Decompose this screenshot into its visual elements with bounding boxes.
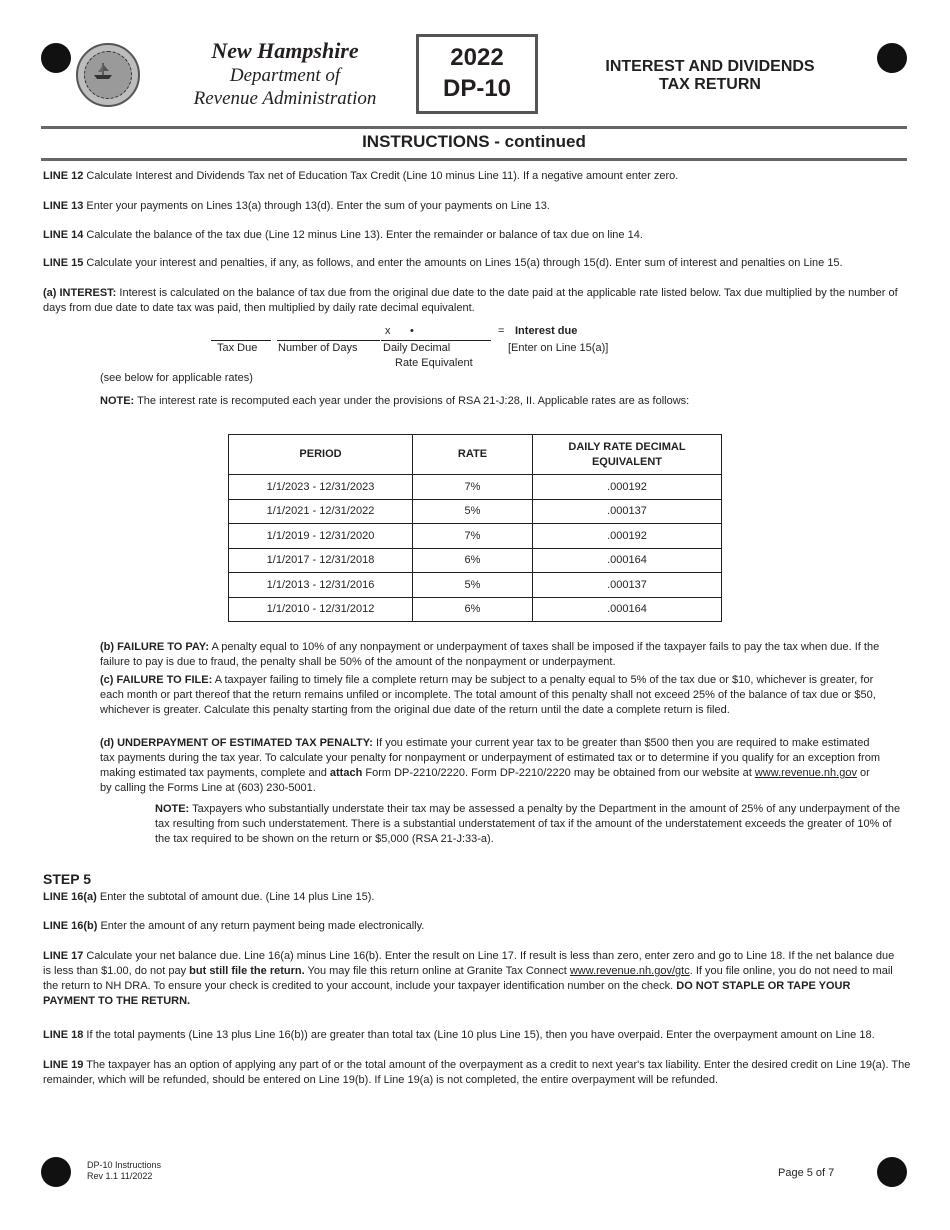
agency-state: New Hampshire [211,38,359,63]
formula-result: Interest due [515,325,578,337]
table-row: 1/1/2013 - 12/31/2016 5% .000137 [229,573,722,598]
header-rate: RATE [413,435,533,475]
form-year: 2022 [450,44,504,71]
form-title: INTEREST AND DIVIDENDS TAX RETURN [605,58,815,93]
line-18-instruction: LINE 18 If the total payments (Line 13 plus Line 16(b)) are greater than total tax (Line 10 plus Line 15), then you have overpaid. Enter the overpayment amount on Line 18. [43,1029,875,1041]
state-seal-icon [76,43,140,107]
footer-doc-name: DP-10 Instructions [87,1160,162,1170]
table-row: 1/1/2019 - 12/31/2020 7% .000192 [229,524,722,549]
agency-department: Department of [229,65,341,86]
formula-rate-equivalent-label: Rate Equivalent [395,357,473,369]
formula-days-label: Number of Days [278,342,358,354]
footer-doc-info [87,1160,161,1182]
table-row: 1/1/2010 - 12/31/2012 6% .000164 [229,597,722,622]
revenue-website-link[interactable]: www.revenue.nh.gov [754,767,857,779]
granite-tax-connect-link[interactable]: www.revenue.nh.gov/gtc [569,965,690,977]
see-below-note: (see below for applicable rates) [100,372,253,384]
line-17-instruction: LINE 17 Calculate your net balance due. Line 16(a) minus Line 16(b). Enter the result on Line 17. If result is less than zero, enter zero and go to Line 18. If the net balance due is less than $1.00, do not pay but still file the return. You may file this return online at Granite Tax Connect www.revenue.nh.gov/gtc. If you file online, you do not need to mail the return to NH DRA. To ensure your check is credited to your account, include your taxpayer identification number on the check. DO NOT STAPLE OR TAPE YOUR PAYMENT TO THE RETURN. [43,950,895,1007]
header-divider-bottom [41,158,907,161]
failure-to-pay-instruction: (b) FAILURE TO PAY: A penalty equal to 10% of any nonpayment or underpayment of taxes shall be imposed if the taxpayer fails to pay the tax when due. If the failure to pay is due to fraud, the penalty shall be 50% of the amount of the nonpayment or underpayment. [100,641,880,668]
header-period: PERIOD [229,435,413,475]
interest-rate-note: NOTE: The interest rate is recomputed each year under the provisions of RSA 21-J:28, II. Applicable rates are as follows: [100,395,690,407]
agency-division: Revenue Administration [193,88,377,109]
formula-decimal-point: • [410,325,414,337]
line-19-instruction: LINE 19 The taxpayer has an option of applying any part of or the total amount of the overpayment as a credit to next year's tax liability. Enter the desired credit on Line 19(a). The remainder, which will be refunded, should be entered on Line 19(b). If Line 19(a) is not completed, the entire overpayment will be refunded. [43,1059,911,1086]
table-row: 1/1/2021 - 12/31/2022 5% .000137 [229,499,722,524]
understatement-note: NOTE: Taxpayers who substantially understate their tax may be assessed a penalty by the Department in the amount of 25% of any underpayment of the tax resulting from such understatement. There is a substantial understatement of tax if the amount of the understatement exceeds the greater of 10% of the tax required to be shown on the return or $5,000 (RSA 21-J:33-a). [155,803,901,845]
step-5-heading: STEP 5 [43,871,91,887]
registration-mark-bottom-left [41,1157,71,1187]
line-15-instruction: LINE 15 Calculate your interest and penalties, if any, as follows, and enter the amounts on Lines 15(a) through 15(d). Enter sum of interest and penalties on Line 15. [43,257,843,269]
footer-revision: Rev 1.1 11/2022 [87,1171,153,1181]
formula-daily-decimal-label: Daily Decimal [383,342,451,354]
agency-name [160,38,410,110]
header-daily-rate: DAILY RATE DECIMAL EQUIVALENT [533,435,722,475]
form-number: DP-10 [442,75,512,102]
line-16a-instruction: LINE 16(a) Enter the subtotal of amount due. (Line 14 plus Line 15). [43,891,375,903]
form-id-box [416,34,538,114]
line-16b-instruction: LINE 16(b) Enter the amount of any return payment being made electronically. [43,920,425,932]
formula-equals: = [498,325,505,337]
interest-instruction: (a) INTEREST: Interest is calculated on the balance of tax due from the original due date to the date paid at the applicable rate listed below. Tax due multiplied by the number of days from due date to date tax was paid, then multiplied by daily rate decimal equivalent. [43,287,898,314]
formula-enter-on-label: [Enter on Line 15(a)] [508,342,609,354]
failure-to-file-instruction: (c) FAILURE TO FILE: A taxpayer failing to timely file a complete return may be subject to a penalty equal to 5% of the tax due or $10, whichever is greater, for each month or part thereof that the return remains unfiled or incomplete. The total amount of this penalty shall not exceed 25% of the balance of tax due or $50, whichever is greater. Calculate this penalty starting from the original due date of the return until the date a complete return is filed. [100,674,876,716]
line-13-instruction: LINE 13 Enter your payments on Lines 13(a) through 13(d). Enter the sum of your payments on Line 13. [43,200,550,212]
underpayment-penalty-instruction: (d) UNDERPAYMENT OF ESTIMATED TAX PENALTY: If you estimate your current year tax to be greater than $500 then you are required to make estimated tax payments during the tax year. To calculate your penalty for nonpayment or underpayment of estimated tax or to determine if you qualify for an exception from making estimated tax payments, complete and attach Form DP-2210/2220. Form DP-2210/2220 may be obtained from our website at www.revenue.nh.gov or by calling the Forms Line at (603) 230-5001. [100,737,881,794]
section-title: INSTRUCTIONS - continued [362,132,586,151]
registration-mark-top-right [877,43,907,73]
table-row: 1/1/2017 - 12/31/2018 6% .000164 [229,548,722,573]
formula-tax-due-label: Tax Due [217,342,258,354]
table-row: 1/1/2023 - 12/31/2023 7% .000192 [229,475,722,500]
line-12-instruction: LINE 12 Calculate Interest and Dividends Tax net of Education Tax Credit (Line 10 minus Line 11). If a negative amount enter zero. [43,170,679,182]
formula-times: x [385,325,391,337]
line-14-instruction: LINE 14 Calculate the balance of the tax due (Line 12 minus Line 13). Enter the remainder or balance of tax due on line 14. [43,229,643,241]
registration-mark-bottom-right [877,1157,907,1187]
table-header-row [229,435,722,475]
page-number: Page 5 of 7 [778,1167,835,1179]
header-divider-top [41,126,907,129]
registration-mark-top-left [41,43,71,73]
interest-rate-table [228,434,722,622]
